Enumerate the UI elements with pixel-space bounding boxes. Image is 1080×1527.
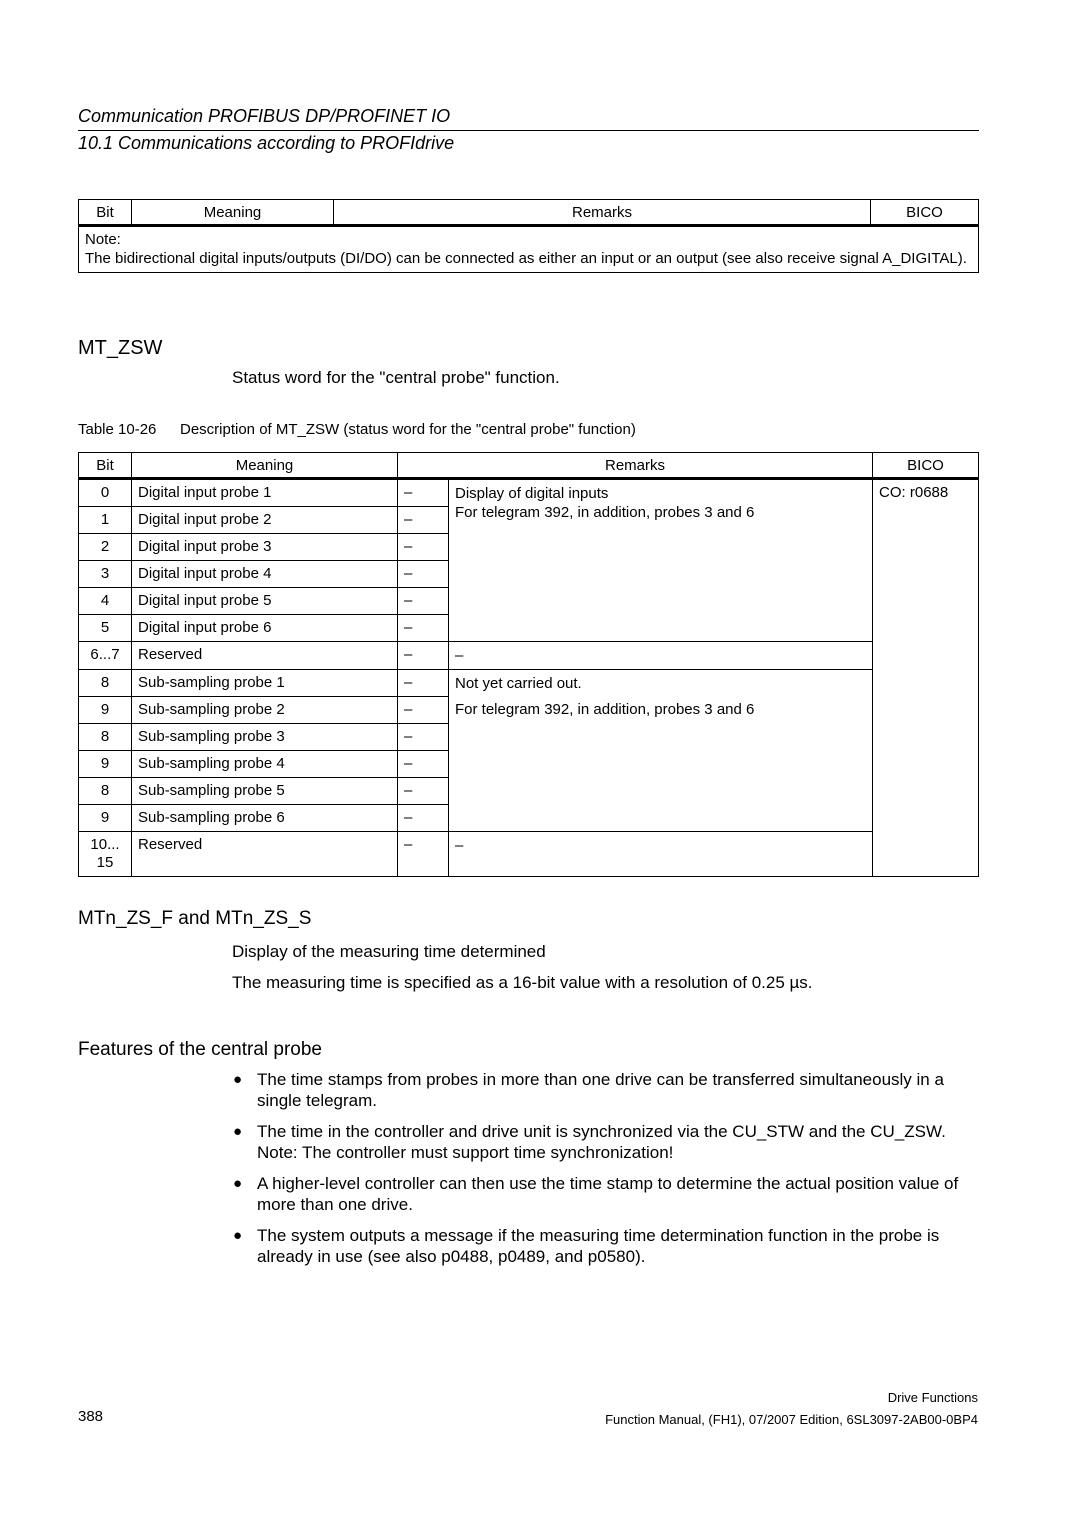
table-row xyxy=(79,670,979,697)
bullet-note-text: The controller must support time synchronization! xyxy=(297,1143,674,1162)
remarks-text: Display of digital inputs xyxy=(455,485,609,502)
bit-cell: 4 xyxy=(79,588,132,615)
list-item xyxy=(231,1121,981,1163)
meaning-cell: Digital input probe 6 xyxy=(132,615,398,642)
bico-cell: CO: r0688 xyxy=(873,479,979,877)
footer-edition: Function Manual, (FH1), 07/2007 Edition, 6SL3097-2AB00-0BP4 xyxy=(605,1412,978,1427)
table-caption xyxy=(78,421,636,438)
mtn-zs-line-2: The measuring time is specified as a 16-bit value with a resolution of 0.25 µs. xyxy=(232,973,813,992)
col-header-remarks: Remarks xyxy=(398,453,873,479)
chapter-title: Communication PROFIBUS DP/PROFINET IO xyxy=(78,106,451,126)
table-number: Table 10-26 xyxy=(78,421,157,438)
dash-cell: – xyxy=(398,534,449,561)
bullet-text: The time in the controller and drive unit is synchronized via the CU_STW and the CU_ZSW. xyxy=(257,1122,946,1141)
remarks-cell-reserved: – xyxy=(449,832,873,877)
bit-cell: 10... 15 xyxy=(79,832,132,877)
footer-book-title: Drive Functions xyxy=(887,1390,978,1405)
bullet-note-label: Note: xyxy=(257,1143,298,1162)
dash-cell: – xyxy=(398,642,449,670)
note-row xyxy=(79,226,979,273)
mt-zsw-heading: MT_ZSW xyxy=(78,337,163,359)
table-caption-text: Description of MT_ZSW (status word for the "central probe" function) xyxy=(180,421,636,438)
features-heading: Features of the central probe xyxy=(78,1039,322,1060)
bit-cell: 5 xyxy=(79,615,132,642)
meaning-cell: Digital input probe 5 xyxy=(132,588,398,615)
col-header-bit: Bit xyxy=(79,200,132,226)
meaning-cell: Digital input probe 2 xyxy=(132,507,398,534)
meaning-cell: Sub-sampling probe 2 xyxy=(132,697,398,724)
bit-cell: 2 xyxy=(79,534,132,561)
bit-cell: 9 xyxy=(79,751,132,778)
bit-cell: 9 xyxy=(79,697,132,724)
mtn-zs-heading: MTn_ZS_F and MTn_ZS_S xyxy=(78,908,312,929)
bit-cell: 9 xyxy=(79,805,132,832)
meaning-cell: Reserved xyxy=(132,832,398,877)
dash-cell: – xyxy=(398,751,449,778)
bit-cell: 8 xyxy=(79,778,132,805)
header-rule xyxy=(78,130,979,131)
dash-cell: – xyxy=(398,832,449,877)
table-row xyxy=(79,832,979,877)
meaning-cell: Sub-sampling probe 3 xyxy=(132,724,398,751)
col-header-meaning: Meaning xyxy=(132,453,398,479)
dash-cell: – xyxy=(398,479,449,507)
mtn-zs-line-1: Display of the measuring time determined xyxy=(232,942,546,961)
bullet-text: The time stamps from probes in more than one drive can be transferred simultaneously in a single telegram. xyxy=(257,1070,944,1110)
note-cell xyxy=(79,226,979,273)
col-header-meaning: Meaning xyxy=(132,200,334,226)
col-header-bico: BICO xyxy=(871,200,979,226)
continuation-table xyxy=(78,199,979,273)
note-text: The bidirectional digital inputs/outputs (DI/DO) can be connected as either an input or an output (see also receive signal A_DIGITAL). xyxy=(85,250,967,267)
remarks-cell-digital-inputs xyxy=(449,479,873,642)
page-number: 388 xyxy=(78,1408,104,1425)
bit-cell: 8 xyxy=(79,724,132,751)
features-list xyxy=(231,1069,981,1277)
list-item xyxy=(231,1225,981,1267)
table-header-row xyxy=(79,453,979,479)
bullet-icon: ● xyxy=(233,1123,243,1140)
bit-cell: 6...7 xyxy=(79,642,132,670)
remarks-text: For telegram 392, in addition, probes 3 and 6 xyxy=(455,701,755,718)
bullet-text: A higher-level controller can then use the time stamp to determine the actual position value of more than one drive. xyxy=(257,1174,959,1214)
remarks-text: Not yet carried out. xyxy=(455,675,582,692)
bullet-icon: ● xyxy=(233,1227,243,1244)
meaning-cell: Reserved xyxy=(132,642,398,670)
remarks-cell-sub-sampling xyxy=(449,670,873,832)
dash-cell: – xyxy=(398,697,449,724)
meaning-cell: Sub-sampling probe 6 xyxy=(132,805,398,832)
list-item xyxy=(231,1173,981,1215)
meaning-cell: Sub-sampling probe 4 xyxy=(132,751,398,778)
col-header-bit: Bit xyxy=(79,453,132,479)
table-header-row xyxy=(79,200,979,226)
meaning-cell: Digital input probe 4 xyxy=(132,561,398,588)
list-item xyxy=(231,1069,981,1111)
table-row xyxy=(79,479,979,507)
bit-cell: 0 xyxy=(79,479,132,507)
meaning-cell: Digital input probe 3 xyxy=(132,534,398,561)
meaning-cell: Sub-sampling probe 1 xyxy=(132,670,398,697)
meaning-cell: Digital input probe 1 xyxy=(132,479,398,507)
mt-zsw-table xyxy=(78,452,979,877)
dash-cell: – xyxy=(398,615,449,642)
remarks-text: For telegram 392, in addition, probes 3 and 6 xyxy=(455,504,755,521)
dash-cell: – xyxy=(398,561,449,588)
bit-cell: 3 xyxy=(79,561,132,588)
bullet-text: The system outputs a message if the measuring time determination function in the probe is already in use (see also p0488, p0489, and p0580). xyxy=(257,1226,940,1266)
bit-cell: 1 xyxy=(79,507,132,534)
bullet-icon: ● xyxy=(233,1071,243,1088)
dash-cell: – xyxy=(398,778,449,805)
mt-zsw-description: Status word for the "central probe" function. xyxy=(232,368,560,387)
col-header-remarks: Remarks xyxy=(334,200,871,226)
meaning-cell: Sub-sampling probe 5 xyxy=(132,778,398,805)
dash-cell: – xyxy=(398,588,449,615)
bit-cell: 8 xyxy=(79,670,132,697)
section-title: 10.1 Communications according to PROFIdrive xyxy=(78,133,455,153)
table-row xyxy=(79,642,979,670)
dash-cell: – xyxy=(398,507,449,534)
dash-cell: – xyxy=(398,724,449,751)
dash-cell: – xyxy=(398,805,449,832)
col-header-bico: BICO xyxy=(873,453,979,479)
note-label: Note: xyxy=(85,231,121,248)
remarks-cell-reserved: – xyxy=(449,642,873,670)
bullet-icon: ● xyxy=(233,1175,243,1192)
dash-cell: – xyxy=(398,670,449,697)
